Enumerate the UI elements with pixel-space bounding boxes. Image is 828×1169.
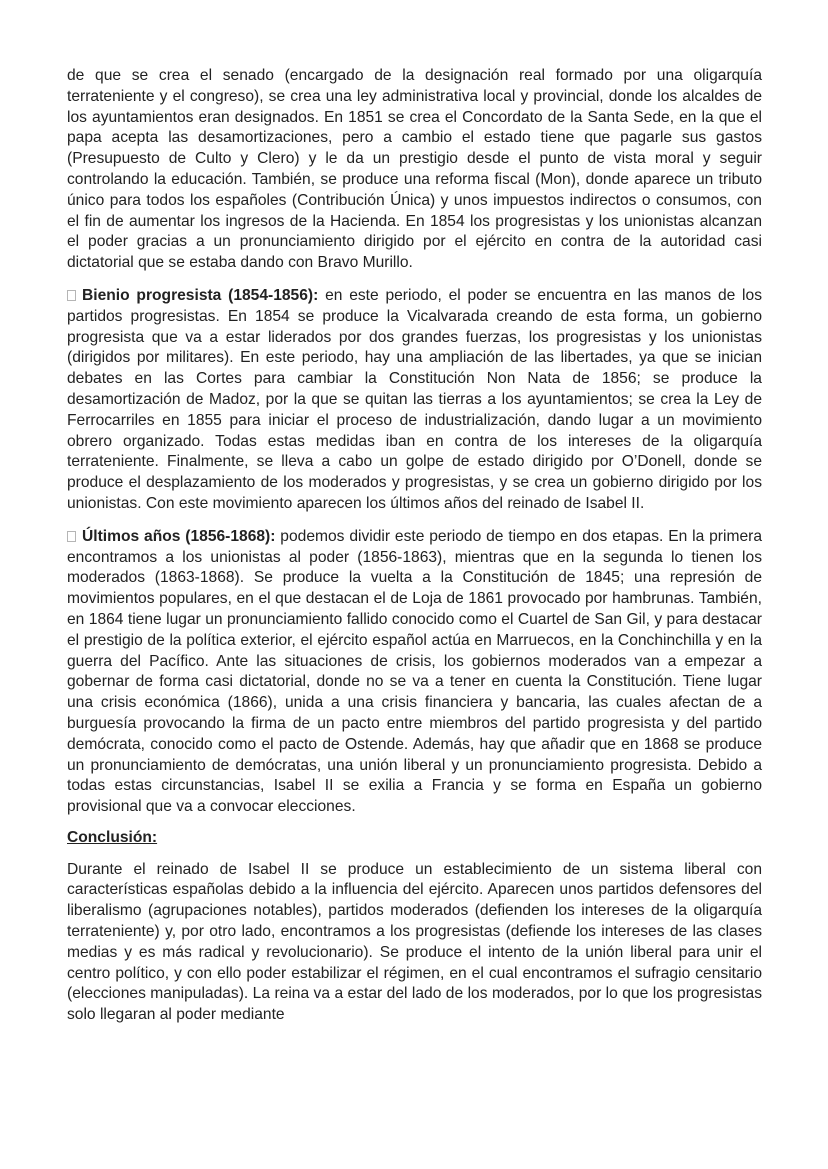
bienio-text: en este periodo, el poder se encuentra en las manos de los partidos progresistas. En 1854 se produce la Vicalvarada creando de esta forma, un gobierno progresista que va a estar liderados por dos grandes fuerzas, los progresistas y los unionistas (dirigidos por militares). En este periodo, hay una ampliación de las libertades, ya que se inician debates en las Cortes para cambiar la Constitución Non Nata de 1856; se produce la desamortización de Madoz, por la que se quitan las tierras a los ayuntamientos; se crea la Ley de Ferrocarriles en 1855 para iniciar el proceso de industrialización, dando lugar a un movimiento obrero organizado. Todas estas medidas iban en contra de los intereses de la oligarquía terrateniente. Finalmente, se lleva a cabo un golpe de estado dirigido por O’Donell, donde se produce el desplazamiento de los moderados y progresistas, y se crea un gobierno dirigido por los unionistas. Con este movimiento aparecen los últimos años del reinado de Isabel II. [67,286,762,512]
bullet-icon [67,290,76,301]
ultimos-text: podemos dividir este periodo de tiempo en dos etapas. En la primera encontramos a los unionistas al poder (1856-1863), mientras que en la segunda lo tienen los moderados (1863-1868). Se produce la vuelta a la Constitución de 1845; una represión de movimientos populares, en el que destacan el de Loja de 1861 provocado por hambrunas. También, en 1864 tiene lugar un pronunciamiento fallido conocido como el Cuartel de San Gil, y para destacar el prestigio de la política exterior, el ejército español actúa en Marruecos, en la Conchinchilla y en la guerra del Pacífico. Ante las situaciones de crisis, los gobiernos moderados van a empezar a gobernar de forma casi dictatorial, donde no se va a tener en cuenta la Constitución. Tiene lugar una crisis económica (1866), unida a una crisis financiera y bancaria, las cuales afectan de a burguesía provocando la firma de un pacto entre miembros del partido progresista y del partido demócrata, conocido como el pacto de Ostende. Además, hay que añadir que en 1868 se produce un pronunciamiento de demócratas, una unión liberal y un pronunciamiento progresista. Debido a todas estas circunstancias, Isabel II se exilia a Francia y se forma en España un gobierno provisional que va a convocar elecciones. [67,527,762,816]
ultimos-title: Últimos años (1856-1868): [82,527,276,545]
bienio-title: Bienio progresista (1854-1856): [82,286,319,304]
bienio-paragraph [67,286,762,515]
ultimos-paragraph [67,527,762,818]
bullet-icon [67,531,76,542]
conclusion-paragraph: Durante el reinado de Isabel II se produce un establecimiento de un sistema liberal con características españolas debido a la influencia del ejército. Aparecen unos partidos defensores del liberalismo (agrupaciones notables), partidos moderados (defienden los intereses de la oligarquía terrateniente) y, por otro lado, encontramos a los progresistas (defiende los intereses de las clases medias y es más radical y revolucionario). Se produce el intento de la unión liberal para unir el centro político, y con ello poder estabilizar el régimen, en el cual encontramos el sufragio censitario (elecciones manipuladas). La reina va a estar del lado de los moderados, por lo que los progresistas solo llegaran al poder mediante [67,860,762,1024]
conclusion-heading: Conclusión: [67,828,158,846]
intro-paragraph: de que se crea el senado (encargado de la designación real formado por una oligarquía terrateniente y el congreso), se crea una ley administrativa local y provincial, donde los alcaldes de los ayuntamientos eran designados. En 1851 se crea el Concordato de la Santa Sede, en la que el papa acepta las desamortizaciones, pero a cambio el estado tiene que pagarle sus gastos (Presupuesto de Culto y Clero) y le da un prestigio desde el punto de vista moral y seguir controlando la educación. También, se produce una reforma fiscal (Mon), donde aparece un tributo único para todos los españoles (Contribución Única) y unos impuestos indirectos o consumos, con el fin de aumentar los ingresos de la Hacienda. En 1854 los progresistas y los unionistas alcanzan el poder gracias a un pronunciamiento dirigido por el ejército en contra de la autoridad casi dictatorial que se estaba dando con Bravo Murillo. [67,67,762,272]
